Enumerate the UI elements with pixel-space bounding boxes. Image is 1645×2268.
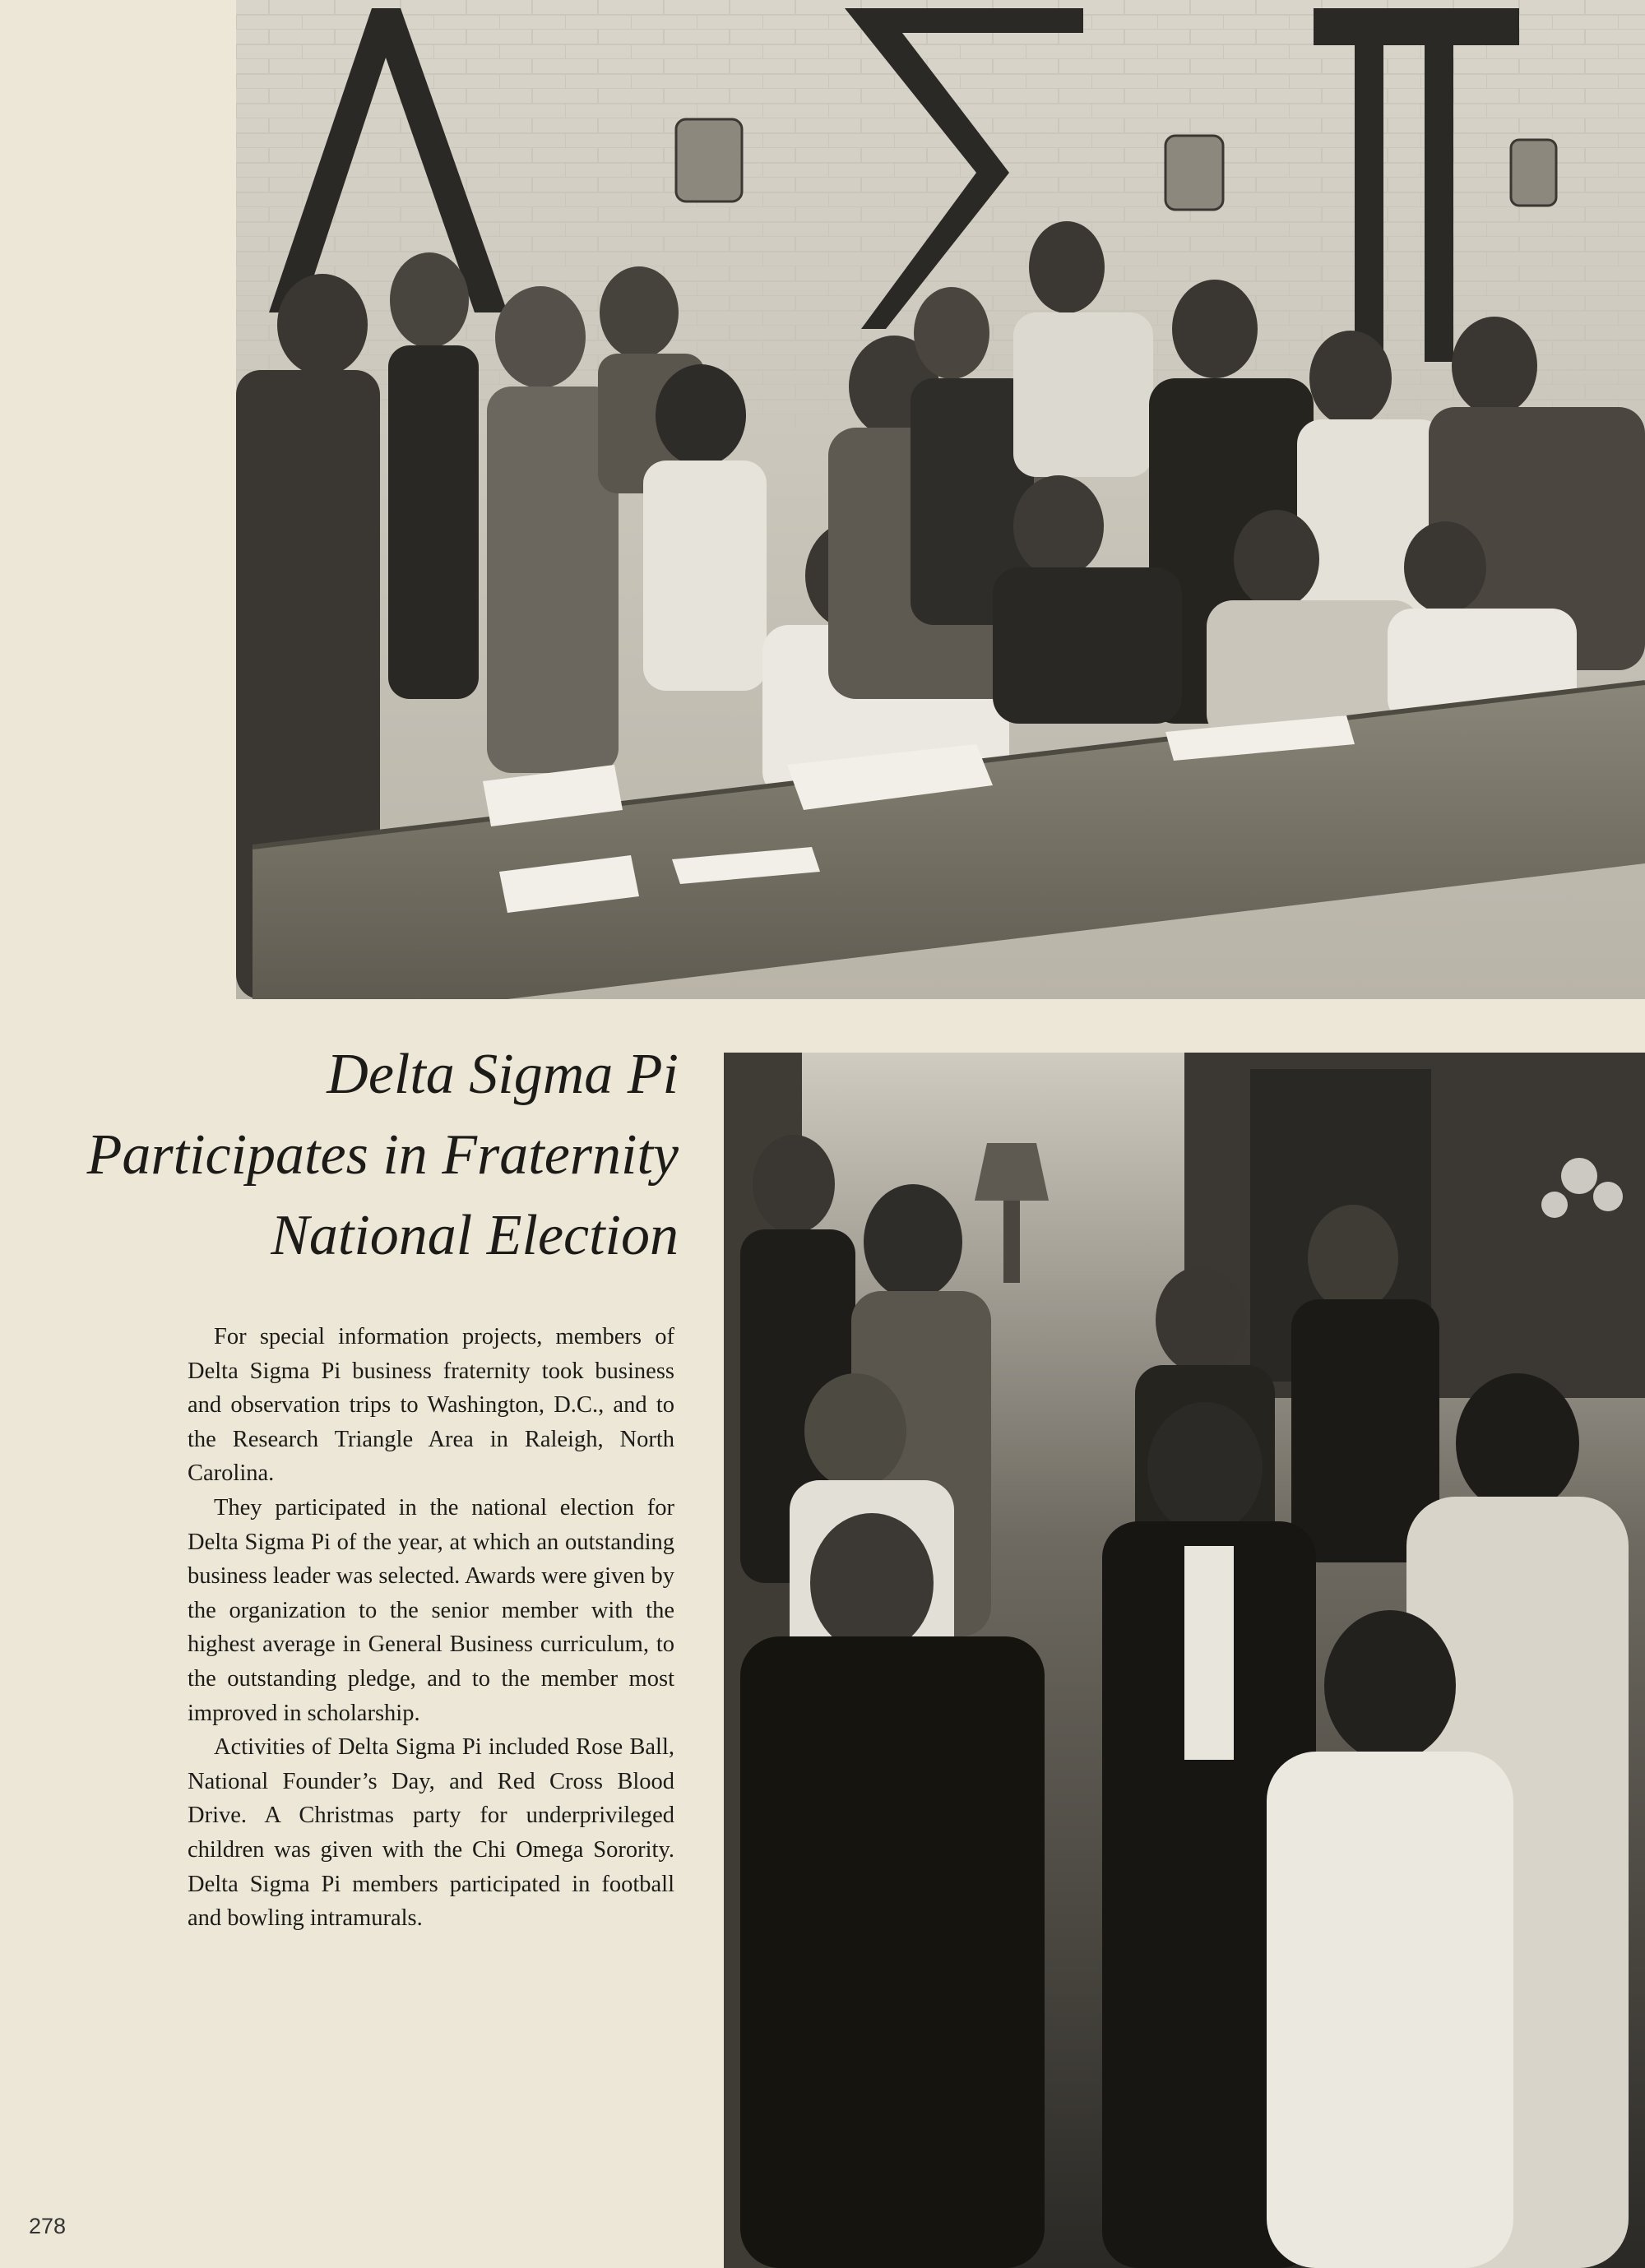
headline-line-3: National Election xyxy=(271,1204,679,1267)
article-paragraph-1: For special information projects, members of Delta Sigma Pi business fraternity took business and observation trips to Washington, D.C., and to the Research Triangle Area in Raleigh, North Carolina. xyxy=(188,1324,674,1487)
formal-dance-photo xyxy=(724,1053,1645,2268)
article-body xyxy=(188,1320,674,1936)
article-headline xyxy=(16,1034,679,1276)
article-paragraph-2: They participated in the national election for Delta Sigma Pi of the year, at which an outstanding business leader was selected. Awards were given by the organization to the senior member with the highest average in General Business curriculum, to the outstanding pledge, and to the member most improved in scholarship. xyxy=(188,1494,674,1726)
fraternity-members-photo xyxy=(236,0,1645,999)
article-paragraph-3: Activities of Delta Sigma Pi included Rose Ball, National Founder’s Day, and Red Cross Blood Drive. A Christmas party for underprivileged children was given with the Chi Omega Sorority. Delta Sigma Pi members participated in football and bowling intramurals. xyxy=(188,1734,674,1932)
headline-line-2: Participates in Fraternity xyxy=(86,1123,679,1187)
page-number: 278 xyxy=(29,2214,67,2238)
headline-line-1: Delta Sigma Pi xyxy=(327,1043,679,1106)
